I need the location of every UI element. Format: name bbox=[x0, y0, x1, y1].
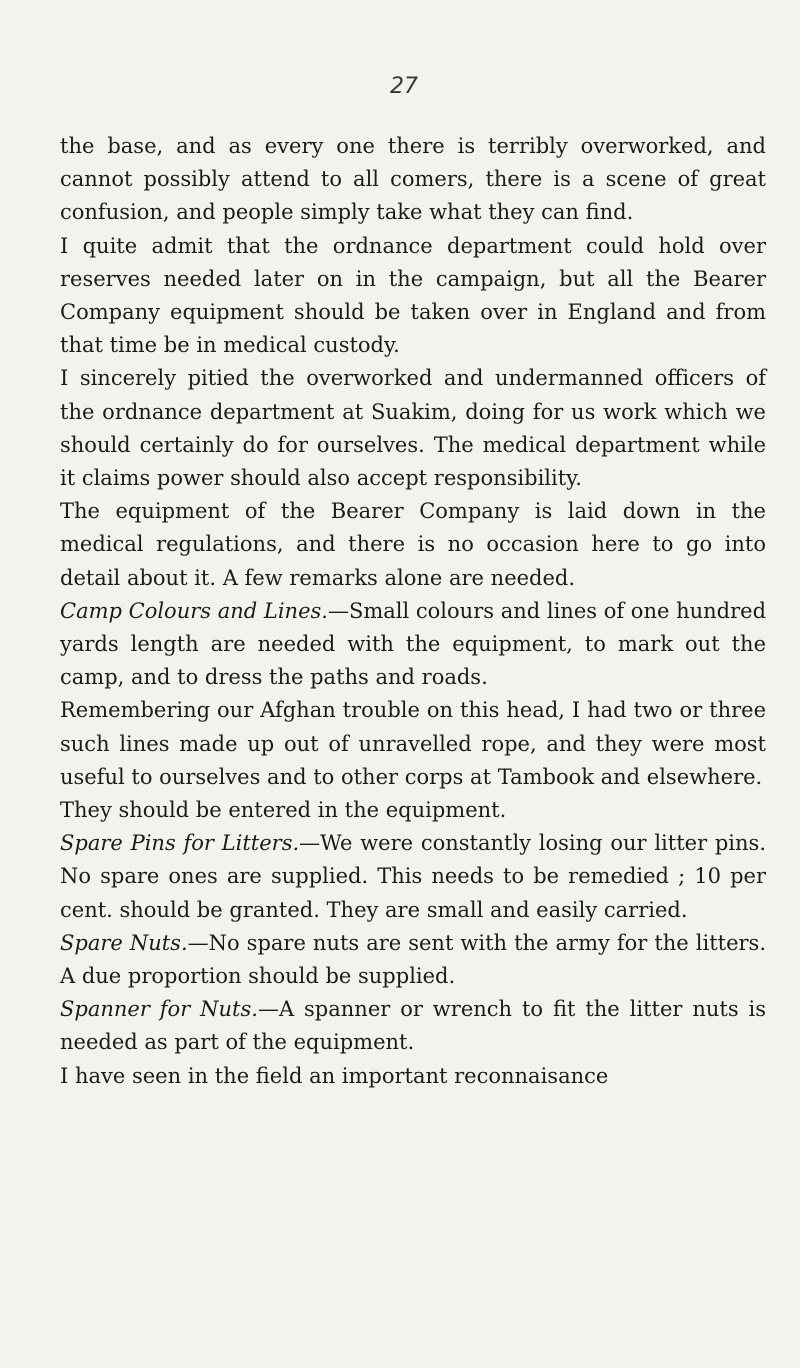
section-heading: Spare Pins for Litters. bbox=[60, 831, 300, 856]
section-heading: Spare Nuts. bbox=[60, 930, 188, 955]
paragraph-text: —A spanner or wrench to fit the litter nuts is needed as part of the equipment. bbox=[60, 997, 767, 1055]
paragraph-spanner bbox=[60, 993, 766, 1059]
paragraph bbox=[60, 794, 766, 827]
paragraph-continuation bbox=[60, 130, 766, 230]
paragraph-text: I have seen in the field an important reconnaisance bbox=[60, 1063, 609, 1088]
paragraph-camp-colours bbox=[60, 595, 766, 695]
paragraph-text: —No spare nuts are sent with the army for the litters. A due proportion should be supplied. bbox=[60, 930, 766, 989]
paragraph bbox=[60, 230, 766, 363]
paragraph-spare-pins bbox=[60, 827, 766, 927]
section-heading: Camp Colours and Lines. bbox=[60, 598, 328, 623]
paragraph-spare-nuts bbox=[60, 927, 766, 993]
paragraph bbox=[60, 495, 766, 595]
paragraph bbox=[60, 694, 766, 794]
paragraph-text: —Small colours and lines of one hundred yards length are needed with the equipment, to mark out the camp, and to dress the paths and roads. bbox=[60, 598, 767, 690]
paragraph bbox=[60, 1060, 766, 1093]
page-number: 27 bbox=[390, 74, 418, 99]
paragraph bbox=[60, 362, 766, 495]
paragraph-text: They should be entered in the equipment. bbox=[60, 798, 507, 823]
section-heading: Spanner for Nuts. bbox=[60, 997, 258, 1022]
paragraph-text: The equipment of the Bearer Company is laid down in the medical regulations, and there is no occasion here to go into detail about it. A few remarks alone are needed. bbox=[60, 499, 766, 590]
paragraph-text: I quite admit that the ordnance department could hold over reserves needed later on in the campaign, but all the Bearer Company equipment should be taken over in England and from that time be in medical custody. bbox=[60, 233, 766, 358]
paragraph-text: —We were constantly losing our litter pins. No spare ones are supplied. This needs to be remedied ; 10 per cent. should be granted. They are small and easily carried. bbox=[60, 831, 767, 922]
paragraph-text: Remembering our Afghan trouble on this head, I had two or three such lines made up out of unravelled rope, and they were most useful to ourselves and to other corps at Tambook and elsewhere. bbox=[60, 698, 766, 789]
body-text bbox=[60, 130, 766, 1093]
paragraph-text: I sincerely pitied the overworked and undermanned officers of the ordnance department at Suakim, doing for us work which we should certainly do for ourselves. The medical department while it claims power should also accept responsibility. bbox=[60, 366, 766, 491]
paragraph-text: the base, and as every one there is terribly overworked, and cannot possibly attend to all comers, there is a scene of great confusion, and people simply take what they can find. bbox=[60, 134, 766, 225]
